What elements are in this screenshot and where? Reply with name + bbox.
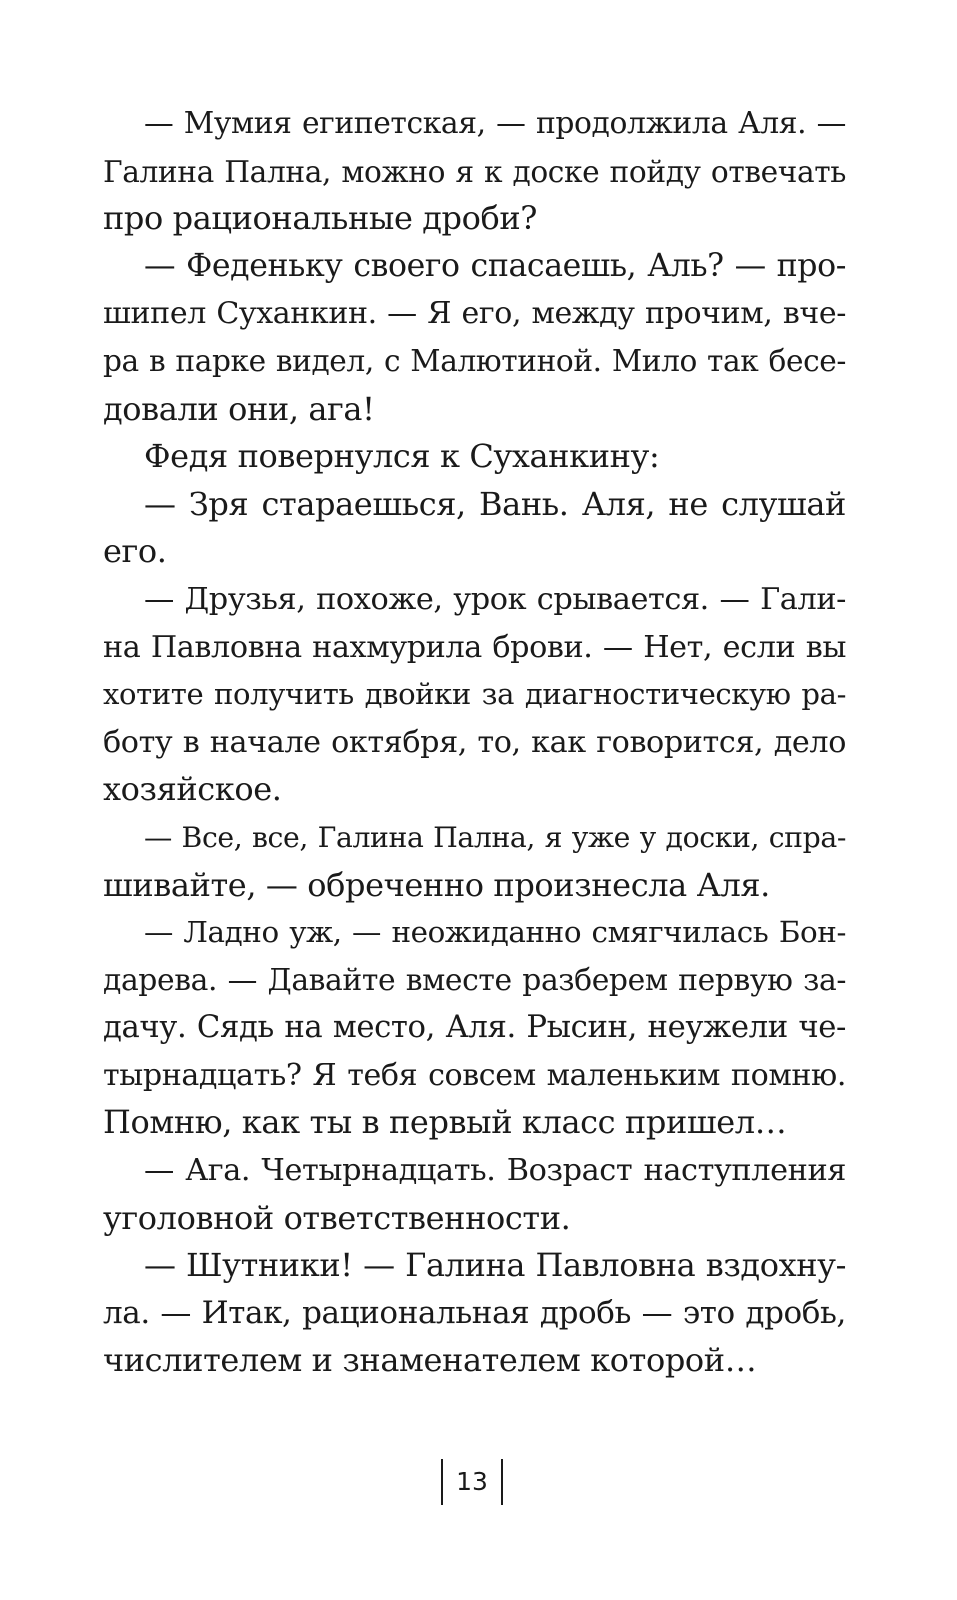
text-line: — Мумия египетская, — продолжила Аля. — [144,106,846,141]
text-line: шипел Суханкин. — Я его, между прочим, вче- [103,296,846,332]
text-line: — Друзья, похоже, урок срывается. — Гали- [144,581,846,617]
text-line: довали они, ага! [103,389,375,428]
text-line: про рациональные дроби? [103,199,538,238]
text-line: хотите получить двойки за диагностическую ра- [103,677,846,712]
text-line: на Павловна нахмурила брови. — Нет, если вы [103,629,846,665]
text-line: дачу. Сядь на место, Аля. Рысин, неужели че- [103,1009,846,1046]
text-line: дарева. — Давайте вместе разберем первую за- [103,962,846,998]
text-line: боту в начале октября, то, как говорится, дело [103,724,846,760]
text-line: — Феденьку своего спасаешь, Аль? — про- [144,247,846,284]
text-line: ра в парке видел, с Малютиной. Мило так бесе- [103,343,846,378]
text-line: Федя повернулся к Суханкину: [144,437,660,476]
text-line: — Зря стараешься, Вань. Аля, не слушай [144,484,846,523]
text-line: шивайте, — обреченно произнесла Аля. [103,865,770,904]
page-number: 13 [441,1459,503,1505]
text-line: Помню, как ты в первый класс пришел… [103,1103,787,1142]
text-line: — Ладно уж, — неожиданно смягчилась Бон- [144,915,846,950]
text-line: тырнадцать? Я тебя совсем маленьким помню. [103,1057,846,1093]
text-line: его. [103,532,167,571]
book-page-text [103,100,846,1385]
text-line: числителем и знаменателем которой… [103,1341,757,1380]
text-line: ла. — Итак, рациональная дробь — это дробь, [103,1294,846,1331]
text-line: — Ага. Четырнадцать. Возраст наступления [144,1153,846,1189]
text-line: — Все, все, Галина Пална, я уже у доски, спра- [144,820,846,854]
text-line: — Шутники! — Галина Павловна вздохну- [144,1246,846,1285]
text-line: Галина Пална, можно я к доске пойду отвечать [103,153,846,189]
text-line: хозяйское. [103,770,282,809]
text-line: уголовной ответственности. [103,1198,571,1237]
